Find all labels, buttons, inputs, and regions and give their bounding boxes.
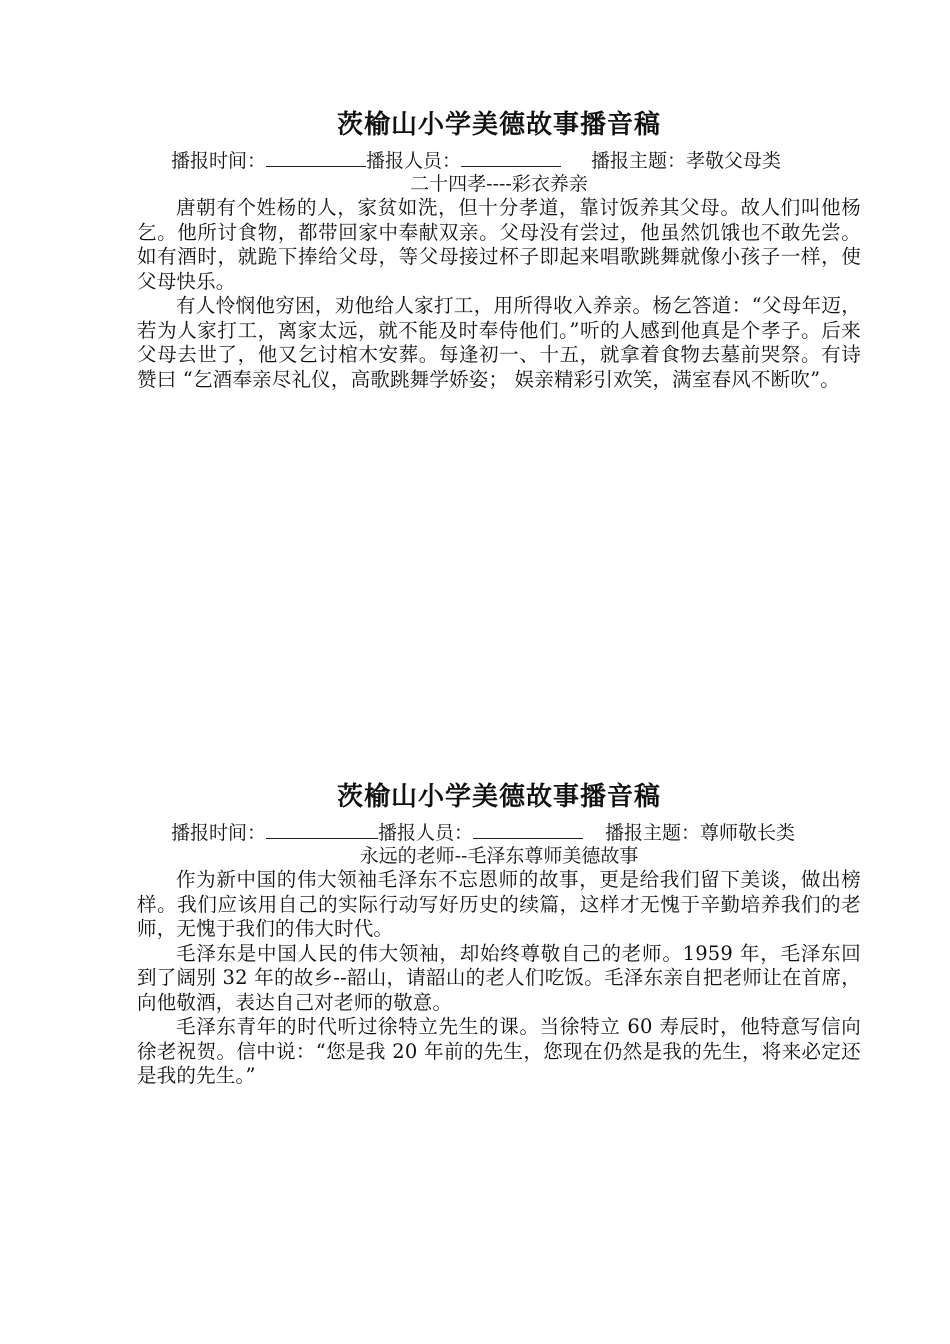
- story-title: 茨榆山小学美德故事播音稿: [336, 110, 661, 140]
- broadcast-time-blank: [266, 818, 378, 839]
- story-paragraph: 有人怜悯他穷困，劝他给人家打工，用所得收入养亲。杨乞答道：“父母年迈，若为人家打工，离家太远，就不能及时奉侍他们。”听的人感到他真是个孝子。后来父母去世了，他又乞讨棺木安葬。每逢初一、十五，就拿着食物去墓前哭祭。有诗赞曰 “乞酒奉亲尽礼仪，高歌跳舞学娇姿； 娱亲精彩引欢笑，满室春风不断吹”。: [137, 294, 861, 391]
- story-section-2: [137, 780, 861, 1089]
- story-paragraph: 毛泽东青年的时代听过徐特立先生的课。当徐特立 60 寿辰时，他特意写信向徐老祝贺。信中说：“您是我 20 年前的先生，您现在仍然是我的先生，将来必定还是我的先生。”: [137, 1015, 861, 1087]
- broadcast-person-label: 播报人员：: [366, 150, 462, 172]
- story-section-1: [137, 108, 861, 392]
- story-paragraph: 作为新中国的伟大领袖毛泽东不忘恩师的故事，更是给我们留下美谈，做出榜样。我们应该用自己的实际行动写好历史的续篇，这样才无愧于辛勤培养我们的老师，无愧于我们的伟大时代。: [137, 868, 861, 940]
- broadcast-person-blank: [461, 146, 561, 167]
- broadcast-topic-label: 播报主题：: [591, 150, 687, 172]
- story-paragraph: 唐朝有个姓杨的人，家贫如洗，但十分孝道，靠讨饭养其父母。故人们叫他杨乞。他所讨食物，都带回家中奉献双亲。父母没有尝过，他虽然饥饿也不敢先尝。如有酒时，就跪下捧给父母，等父母接过杯子即起来唱歌跳舞就像小孩子一样，使父母快乐。: [137, 196, 861, 293]
- story-subtitle: 永远的老师--毛泽东尊师美德故事: [359, 845, 639, 867]
- story-title: 茨榆山小学美德故事播音稿: [336, 782, 661, 812]
- broadcast-topic-label: 播报主题：: [605, 822, 701, 844]
- broadcast-time-label: 播报时间：: [171, 150, 267, 172]
- story-paragraph: 毛泽东是中国人民的伟大领袖，却始终尊敬自己的老师。1959 年，毛泽东回到了阔别 32 年的故乡--韶山，请韶山的老人们吃饭。毛泽东亲自把老师让在首席，向他敬酒，表达自己对老师的敬意。: [137, 941, 861, 1014]
- broadcast-topic-value: 尊师敬长类: [700, 822, 796, 844]
- broadcast-meta-line: [137, 146, 861, 172]
- broadcast-topic-value: 孝敬父母类: [686, 150, 782, 172]
- broadcast-meta-line: [137, 818, 861, 844]
- story-subtitle: 二十四孝----彩衣养亲: [410, 173, 588, 195]
- broadcast-time-label: 播报时间：: [171, 822, 267, 844]
- broadcast-time-blank: [266, 146, 366, 167]
- broadcast-person-label: 播报人员：: [378, 822, 474, 844]
- broadcast-person-blank: [473, 818, 583, 839]
